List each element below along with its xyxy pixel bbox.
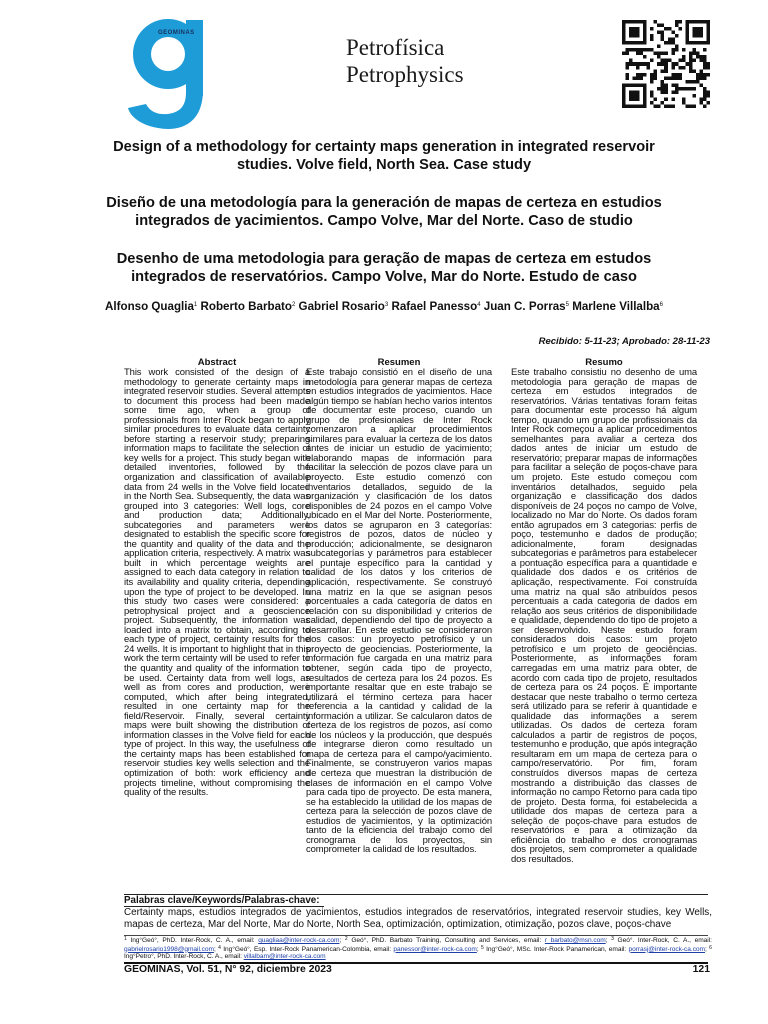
abstract-text: This work consisted of the design of a methodology to generate certainty maps in integrated reservoir studies. Several attempts to document this process had been made some time ago, when a group of professionals from Inter Rock began to apply similar procedures to evaluate data certainty before starting a reservoir study; preparing information maps to facilitate the selection of key wells for a project. This study began with detailed inventories, followed by the organization and classification of available data from 24 wells in the Volve field located in the North Sea. Subsequently, the data was grouped into 3 categories: Well logs, core and production data; Additionally, subcategories and parameters were designated to establish the specific score for the quantity and quality of the data and the application criteria, respectively. A matrix was built in which percentage weights are assigned to each data category in relation to its availability and quality criteria, depending upon the type of project to be developed. In this study two cases were considered: a petrophysical project and a geoscience project. Subsequently, the information was loaded into a matrix to obtain, according to each type of project, certainty results for the 24 wells. It is important to highlight that in this work the term certainty will be used to refer to the quantity and quality of the information to be used. Certainty data from well logs, as well as from cores and production, were computed, which after being integrated, resulted in one certainty map for the field/Reservoir. Finally, several certainty maps were built showing the distribution of information classes in the Volve field for each type of project. In this way, the usefulness of the certainty maps has been established for reservoir studies key wells selection and the optimization of both: work efficiency and projects timeline, without compromising the quality of the results. bbox=[124, 367, 310, 799]
title-spanish: Diseño de una metodología para la generación de mapas de certeza en estudios integrados de yacimientos. Campo Volve, Mar del Norte. Caso de studio bbox=[106, 195, 662, 229]
email-link[interactable]: r_barbato@msn.com bbox=[544, 937, 606, 944]
resumen-text: Este trabajo consistió en el diseño de una metodología para generar mapas de certeza en estudios integrados de yacimientos. Hace algún tiempo se habían hecho varios intentos de documentar este proceso, cuando un grupo de profesionales de Inter Rock comenzaron a aplicar procedimientos similares para evaluar la certeza de los datos antes de iniciar un estudio de yacimiento; elaborando mapas de información para facilitar la selección de pozos clave para un proyecto. Este estudio comenzó con inventarios detallados, seguido de la organización y clasificación de los datos disponibles de 24 pozos en el campo Volve ubicado en el Mar del Norte. Posteriormente, los datos se agruparon en 3 categorías: registros de pozos, datos de núcleo y producción; adicionalmente, se designaron subcategorías y parámetros para establecer el puntaje específico para la cantidad y calidad de los datos y los criterios de aplicación, respectivamente. Se construyó una matriz en la que se asignan pesos porcentuales a cada categoría de datos en relación con su disponibilidad y criterios de calidad, dependiendo del tipo de proyecto a desarrollar. En este estudio se consideraron dos casos: un proyecto petrofísico y un proyecto de geociencias. Posteriormente, la información fue cargada en una matriz para obtener, según cada tipo de proyecto, resultados de certeza para los 24 pozos. Es importante resaltar que en este trabajo se utilizará el término certeza para hacer referencia a la cantidad y calidad de la información a utilizar. Se calcularon datos de certeza de los registros de pozos, así como de los núcleos y la producción, que después de integrarse dieron como resultado un mapa de certeza para el campo/yacimiento. Finalmente, se construyeron varios mapas de certeza que muestran la distribución de clases de información en el campo Volve para cada tipo de proyecto. De esta manera, se ha establecido la utilidad de los mapas de certeza para la selección de pozos clave de estudios de yacimientos, y la optimización tanto de la eficiencia del trabajo como del cronograma de los proyectos, sin comprometer la calidad de los resultados. bbox=[306, 367, 492, 856]
resumen-heading: Resumen bbox=[377, 357, 421, 368]
abstract-heading: Abstract bbox=[197, 357, 237, 368]
title-english: Design of a methodology for certainty maps generation in integrated reservoir studies. Volve field, North Sea. Case study bbox=[113, 139, 655, 173]
journal-name-en: Petrophysics bbox=[346, 62, 464, 87]
journal-citation: GEOMINAS, Vol. 51, N° 92, diciembre 2023 bbox=[124, 964, 332, 975]
received-approved-dates: Recibido: 5-11-23; Aprobado: 28-11-23 bbox=[538, 336, 710, 347]
journal-name bbox=[346, 34, 464, 88]
author: Marlene Villalba$^6$ bbox=[572, 300, 663, 313]
email-link[interactable]: quagliaa@inter-rock-ca.com bbox=[258, 937, 340, 944]
resumo-heading: Resumo bbox=[585, 357, 623, 368]
email-link[interactable]: panessor@inter-rock-ca.com bbox=[393, 945, 477, 953]
author: Rafael Panesso$^4$ bbox=[391, 300, 481, 313]
email-link[interactable]: villalbam@inter-rock-ca.com bbox=[243, 953, 326, 961]
author: Juan C. Porras$^5$ bbox=[483, 300, 569, 313]
logo-wordmark: GEOMINAS bbox=[158, 30, 195, 36]
resumo-text: Este trabalho consistiu no desenho de uma metodologia para geração de mapas de certeza em estudos integrados de reservatórios. Várias tentativas foram feitas para documentar este processo há algum tempo, quando um grupo de profissionais da Inter Rock começou a aplicar procedimentos semelhantes para avaliar a certeza dos dados antes de iniciar um estudo de reservatório; preparar mapas de informações para facilitar a seleção de poços-chave para um projeto. Este estudo começou com inventários detalhados, seguido pela organização e classificação dos dados disponíveis de 24 poços no campo de Volve, localizado no Mar do Norte. Os dados foram então agrupados em 3 categorias: perfis de poço, testemunho e dados de produção; adicionalmente, foram designadas subcategorias e parâmetros para estabelecer a pontuação específica para a quantidade e qualidade dos dados e os critérios de aplicação, respectivamente. Foi construída uma matriz na qual são atribuídos pesos percentuais a cada categoria de dados em relação aos seus critérios de disponibilidade e qualidade, dependendo do tipo de projeto a ser desenvolvido. Neste estudo foram considerados dois casos: um projeto petrofísico e um projeto de geociências. Posteriormente, as informações foram carregadas em uma matriz para obter, de acordo com cada tipo de projeto, resultados de certeza para os 24 poços. É importante destacar que neste trabalho o termo certeza será utilizado para se referir à quantidade e qualidade das informações a serem utilizadas. Os dados de certeza foram calculados a partir de registros de poços, testemunho e produção, que após integração resultaram em um mapa de certeza para o campo/reservatório. Por fim, foram construídos diversos mapas de certeza mostrando a distribuição das classes de informação no campo Retorno para cada tipo de projeto. Desta forma, foi estabelecida a utilidade dos mapas de certeza para a seleção de poços-chave para estudos de reservatórios e para a otimização da eficiência do trabalho e dos cronogramas dos projetos, sem comprometer a qualidade dos resultados. bbox=[511, 367, 697, 865]
author: Roberto Barbato$^2$ bbox=[200, 300, 296, 313]
title-portuguese: Desenho de uma metodologia para geração de mapas de certeza em estudos integrados de reservatórios. Campo Volve, Mar do Norte. Estudo de caso bbox=[116, 251, 652, 285]
keywords-text: Certainty maps, estudios integrados de yacimientos, estudios integrados de reservatórios, integrated reservoir studies, key Wells, mapas de certeza, Mar del Norte, Mar do Norte, North Sea, optimización, optimization, otimização, pozos clave, poços-chave bbox=[124, 907, 712, 930]
resumen-column bbox=[306, 357, 492, 855]
page-number: 121 bbox=[692, 964, 710, 975]
email-link[interactable]: porrasj@inter-rock-ca.com bbox=[628, 945, 705, 953]
author: Gabriel Rosario$^3$ bbox=[298, 300, 389, 313]
qr-code-icon[interactable] bbox=[622, 20, 710, 108]
journal-name-es: Petrofísica bbox=[346, 35, 445, 60]
keywords-heading: Palabras clave/Keywords/Palabras-chave: bbox=[124, 895, 320, 906]
author-list bbox=[100, 297, 668, 315]
author-affiliations: $^1$ Ing°Geó°, PhD. Inter-Rock, C. A., email: quagliaa@inter-rock-ca.com; $^2$ Geó°, PhD. Barbato Training, Consulting and Services, email: r_barbato@msn.com; $^3$ Geó°. Inter-Rock, C. A., email: gabrielrosario1998@gmail.com; $^4$ Ing°Geó°, Esp. Inter-Rock Panamerican-Colombia, email: panessor@inter-rock-ca.com; $^5$ Ing°Geó°, MSc. Inter-Rock Panamerican, email: porrasj@inter-rock-ca.com; $^6$ Ing°Petro°, PhD. Inter-Rock, C. A., email: villalbam@inter-rock-ca.com bbox=[124, 936, 712, 961]
email-link[interactable]: gabrielrosario1998@gmail.com bbox=[124, 945, 214, 953]
abstract-column bbox=[124, 357, 310, 798]
author: Alfonso Quaglia$^1$ bbox=[105, 300, 198, 313]
resumo-column bbox=[511, 357, 697, 864]
